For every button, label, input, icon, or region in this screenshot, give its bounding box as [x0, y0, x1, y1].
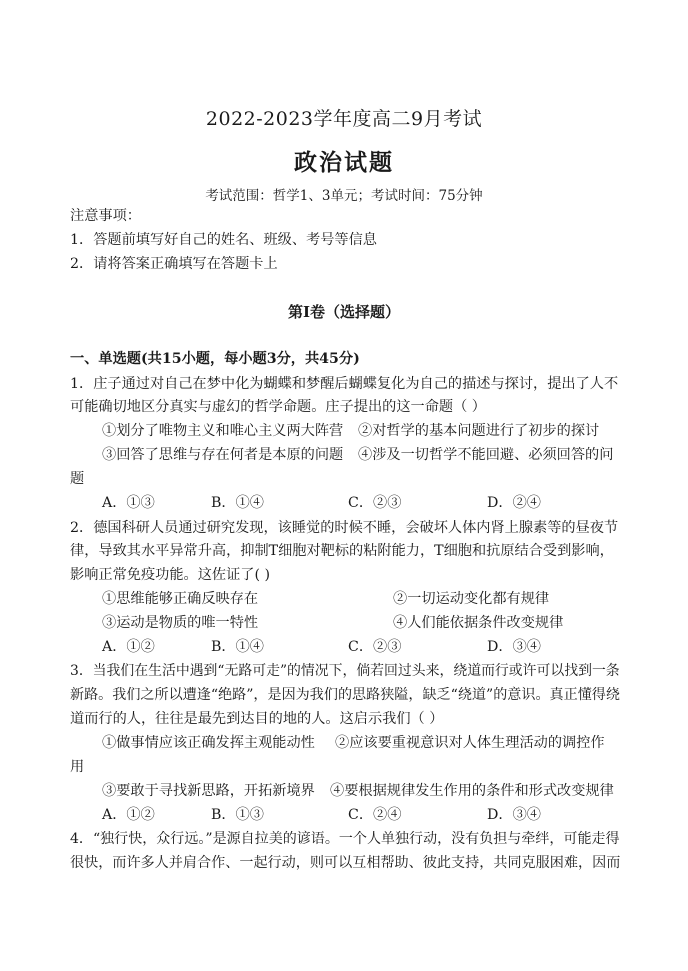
question-3-statement: ③要敢于寻找新思路，开拓新境界: [102, 783, 315, 799]
question-1-statement: ④涉及一切哲学不能回避、必须回答的问: [358, 447, 614, 463]
question-3-stem: 新路。我们之所以遭逢“绝路”，是因为我们的思路狭隘，缺乏“绕道”的意识。真正懂得绕: [70, 687, 620, 703]
notice-heading: 注意事项：: [70, 208, 141, 224]
choice-a: A．①②: [102, 807, 155, 823]
question-2-statement: ②一切运动变化都有规律: [393, 591, 550, 607]
choice-c: C．②③: [348, 639, 402, 655]
question-2-stem: 律，导致其水平异常升高，抑制T细胞对靶标的粘附能力，T细胞和抗原结合受到影响，: [70, 543, 614, 559]
choice-b: B．①④: [211, 639, 264, 655]
question-2-statement: ③运动是物质的唯一特性: [102, 615, 259, 631]
question-2-statement: ①思维能够正确反映存在: [102, 591, 259, 607]
question-1-stem: 可能确切地区分真实与虚幻的哲学命题。庄子提出的这一命题（ ）: [70, 399, 486, 415]
exam-title: 2022-2023学年度高二9月考试: [205, 108, 483, 130]
choice-c: C．②④: [348, 807, 402, 823]
choice-a: A．①③: [102, 495, 155, 511]
question-3-statement: 用: [70, 759, 85, 775]
question-3-statement: ④要根据规律发生作用的条件和形式改变规律: [330, 783, 614, 799]
question-1-statement: ②对哲学的基本问题进行了初步的探讨: [358, 423, 600, 439]
question-1-statement: 题: [70, 471, 85, 487]
question-2-stem: 影响正常免疫功能。这佐证了( ): [70, 567, 271, 583]
subject-title: 政治试题: [294, 149, 394, 176]
notice-item: 2．请将答案正确填写在答题卡上: [70, 256, 278, 272]
question-3-stem: 3．当我们在生活中遇到“无路可走”的情况下，倘若回过头来，绕道而行或许可以找到一条: [70, 663, 620, 679]
question-4-stem: 4．“独行快，众行远。”是源自拉美的谚语。一个人单独行动，没有负担与牵绊，可能走得: [70, 831, 620, 847]
question-4-stem: 很快，而许多人并肩合作、一起行动，则可以互相帮助、彼此支持，共同克服困难，因而: [70, 855, 621, 871]
volume-title: 第I卷（选择题）: [287, 303, 401, 321]
choice-c: C．②③: [348, 495, 402, 511]
section-heading: 一、单选题(共15小题，每小题3分，共45分): [70, 351, 360, 367]
choice-d: D．②④: [487, 495, 541, 511]
choice-d: D．③④: [487, 639, 541, 655]
choice-b: B．①④: [211, 495, 264, 511]
question-2-stem: 2．德国科研人员通过研究发现，该睡觉的时候不睡，会破坏人体内肾上腺素等的昼夜节: [70, 520, 619, 536]
question-3-statement: ①做事情应该正确发挥主观能动性: [102, 735, 315, 751]
question-1-statement: ①划分了唯物主义和唯心主义两大阵营: [102, 423, 344, 439]
choice-a: A．①②: [102, 639, 155, 655]
question-3-statement: ②应该要重视意识对人体生理活动的调控作: [335, 735, 605, 751]
exam-scope: 考试范围：哲学1、3单元；考试时间：75分钟: [205, 188, 483, 204]
question-3-stem: 道而行的人，往往是最先到达目的地的人。这启示我们（ ）: [70, 711, 444, 727]
notice-item: 1．答题前填写好自己的姓名、班级、考号等信息: [70, 232, 377, 248]
question-2-statement: ④人们能依据条件改变规律: [393, 615, 564, 631]
choice-b: B．①③: [211, 807, 264, 823]
question-1-statement: ③回答了思维与存在何者是本原的问题: [102, 447, 344, 463]
question-1-stem: 1．庄子通过对自己在梦中化为蝴蝶和梦醒后蝴蝶复化为自己的描述与探讨，提出了人不: [70, 376, 619, 392]
choice-d: D．③④: [487, 807, 541, 823]
